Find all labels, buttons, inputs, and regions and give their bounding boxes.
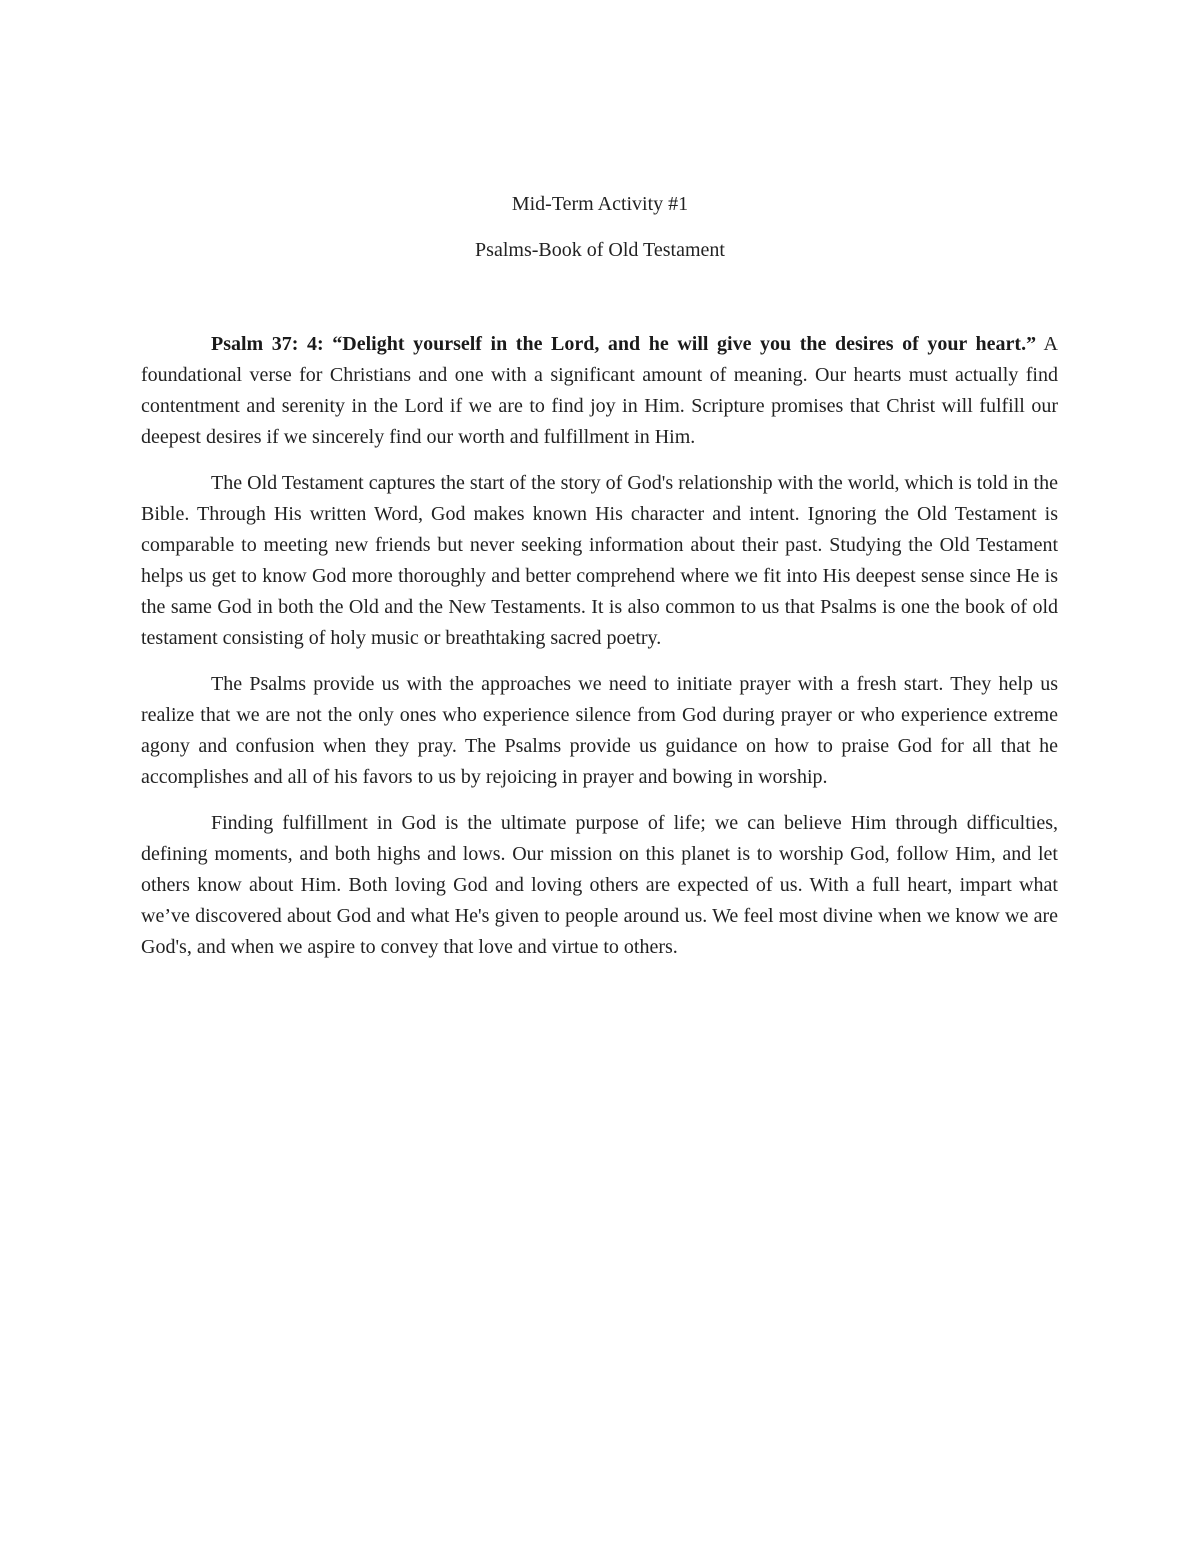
paragraph-1-text: A foundational verse for Christians and one with a significant amount of meaning. Our hearts must actually find contentment and serenity in the Lord if we are to find joy in Him. Scripture promises that Christ will fulfill our deepest desires if we sincerely find our worth and fulfillment in Him. xyxy=(141,333,1058,448)
document-body xyxy=(141,329,1058,978)
paragraph-2: The Old Testament captures the start of the story of God's relationship with the world, which is told in the Bible. Through His written Word, God makes known His character and intent. Ignoring the Old Testament is comparable to meeting new friends but never seeking information about their past. Studying the Old Testament helps us get to know God more thoroughly and better comprehend where we fit into His deepest sense since He is the same God in both the Old and the New Testaments. It is also common to us that Psalms is one the book of old testament consisting of holy music or breathtaking sacred poetry. xyxy=(141,472,1058,649)
paragraph-4: Finding fulfillment in God is the ultimate purpose of life; we can believe Him through difficulties, defining moments, and both highs and lows. Our mission on this planet is to worship God, follow Him, and let others know about Him. Both loving God and loving others are expected of us. With a full heart, impart what we’ve discovered about God and what He's given to people around us. We feel most divine when we know we are God's, and when we aspire to convey that love and virtue to others. xyxy=(141,812,1058,958)
document-subtitle: Psalms-Book of Old Testament xyxy=(475,239,725,261)
document-title: Mid-Term Activity #1 xyxy=(511,193,689,215)
paragraph-3: The Psalms provide us with the approaches we need to initiate prayer with a fresh start. They help us realize that we are not the only ones who experience silence from God during prayer or who experience extreme agony and confusion when they pray. The Psalms provide us guidance on how to praise God for all that he accomplishes and all of his favors to us by rejoicing in prayer and bowing in worship. xyxy=(141,673,1058,788)
verse-quote: Psalm 37: 4: “Delight yourself in the Lord, and he will give you the desires of your heart.” xyxy=(211,333,1037,355)
paragraph-1 xyxy=(141,329,1058,453)
